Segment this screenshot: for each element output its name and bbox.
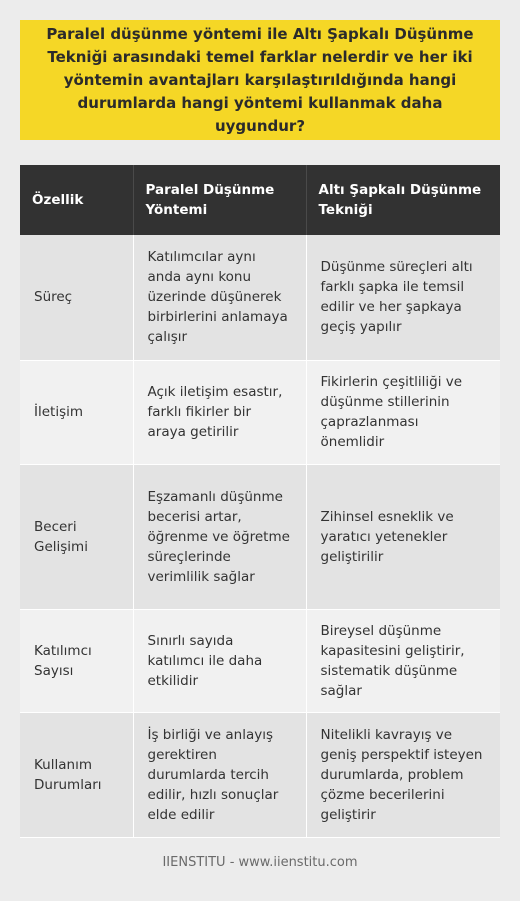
- comparison-table: [20, 165, 500, 838]
- title-banner: [20, 20, 500, 140]
- table-cell-feature: Kullanım Durumları: [20, 712, 133, 837]
- table-cell-parallel: İş birliği ve anlayış gerektiren durumlarda tercih edilir, hızlı sonuçlar elde edilir: [133, 712, 306, 837]
- table-cell-parallel: Eşzamanlı düşünme becerisi artar, öğrenme ve öğretme süreçlerinde verimlilik sağlar: [133, 464, 306, 609]
- table-cell-feature: Katılımcı Sayısı: [20, 609, 133, 712]
- table-cell-feature: Beceri Gelişimi: [20, 464, 133, 609]
- table-cell-parallel: Katılımcılar aynı anda aynı konu üzerinde düşünerek birbirlerini anlamaya çalışır: [133, 235, 306, 360]
- table-cell-six-hats: Zihinsel esneklik ve yaratıcı yetenekler geliştirilir: [306, 464, 500, 609]
- table-cell-six-hats: Nitelikli kavrayış ve geniş perspektif isteyen durumlarda, problem çözme becerilerini geliştirir: [306, 712, 500, 837]
- table-cell-six-hats: Bireysel düşünme kapasitesini geliştirir, sistematik düşünme sağlar: [306, 609, 500, 712]
- table-row: [20, 712, 500, 837]
- table-cell-six-hats: Fikirlerin çeşitliliği ve düşünme stillerinin çaprazlanması önemlidir: [306, 360, 500, 464]
- table-cell-six-hats: Düşünme süreçleri altı farklı şapka ile temsil edilir ve her şapkaya geçiş yapılır: [306, 235, 500, 360]
- table-cell-feature: Süreç: [20, 235, 133, 360]
- table-header-row: [20, 165, 500, 235]
- footer-credit: IIENSTITU - www.iienstitu.com: [162, 855, 358, 870]
- table-row: [20, 609, 500, 712]
- page-title: Paralel düşünme yöntemi ile Altı Şapkalı Düşünme Tekniği arasındaki temel farklar nelerdir ve her iki yöntemin avantajları karşılaştırıldığında hangi durumlarda hangi yöntemi kullanmak daha uygundur?: [46, 24, 474, 135]
- header-six-hats: Altı Şapkalı Düşünme Tekniği: [306, 165, 500, 235]
- header-parallel-thinking: Paralel Düşünme Yöntemi: [133, 165, 306, 235]
- table-row: [20, 360, 500, 464]
- table-row: [20, 235, 500, 360]
- table-cell-feature: İletişim: [20, 360, 133, 464]
- table-cell-parallel: Sınırlı sayıda katılımcı ile daha etkilidir: [133, 609, 306, 712]
- table-cell-parallel: Açık iletişim esastır, farklı fikirler bir araya getirilir: [133, 360, 306, 464]
- header-feature: Özellik: [20, 165, 133, 235]
- table-row: [20, 464, 500, 609]
